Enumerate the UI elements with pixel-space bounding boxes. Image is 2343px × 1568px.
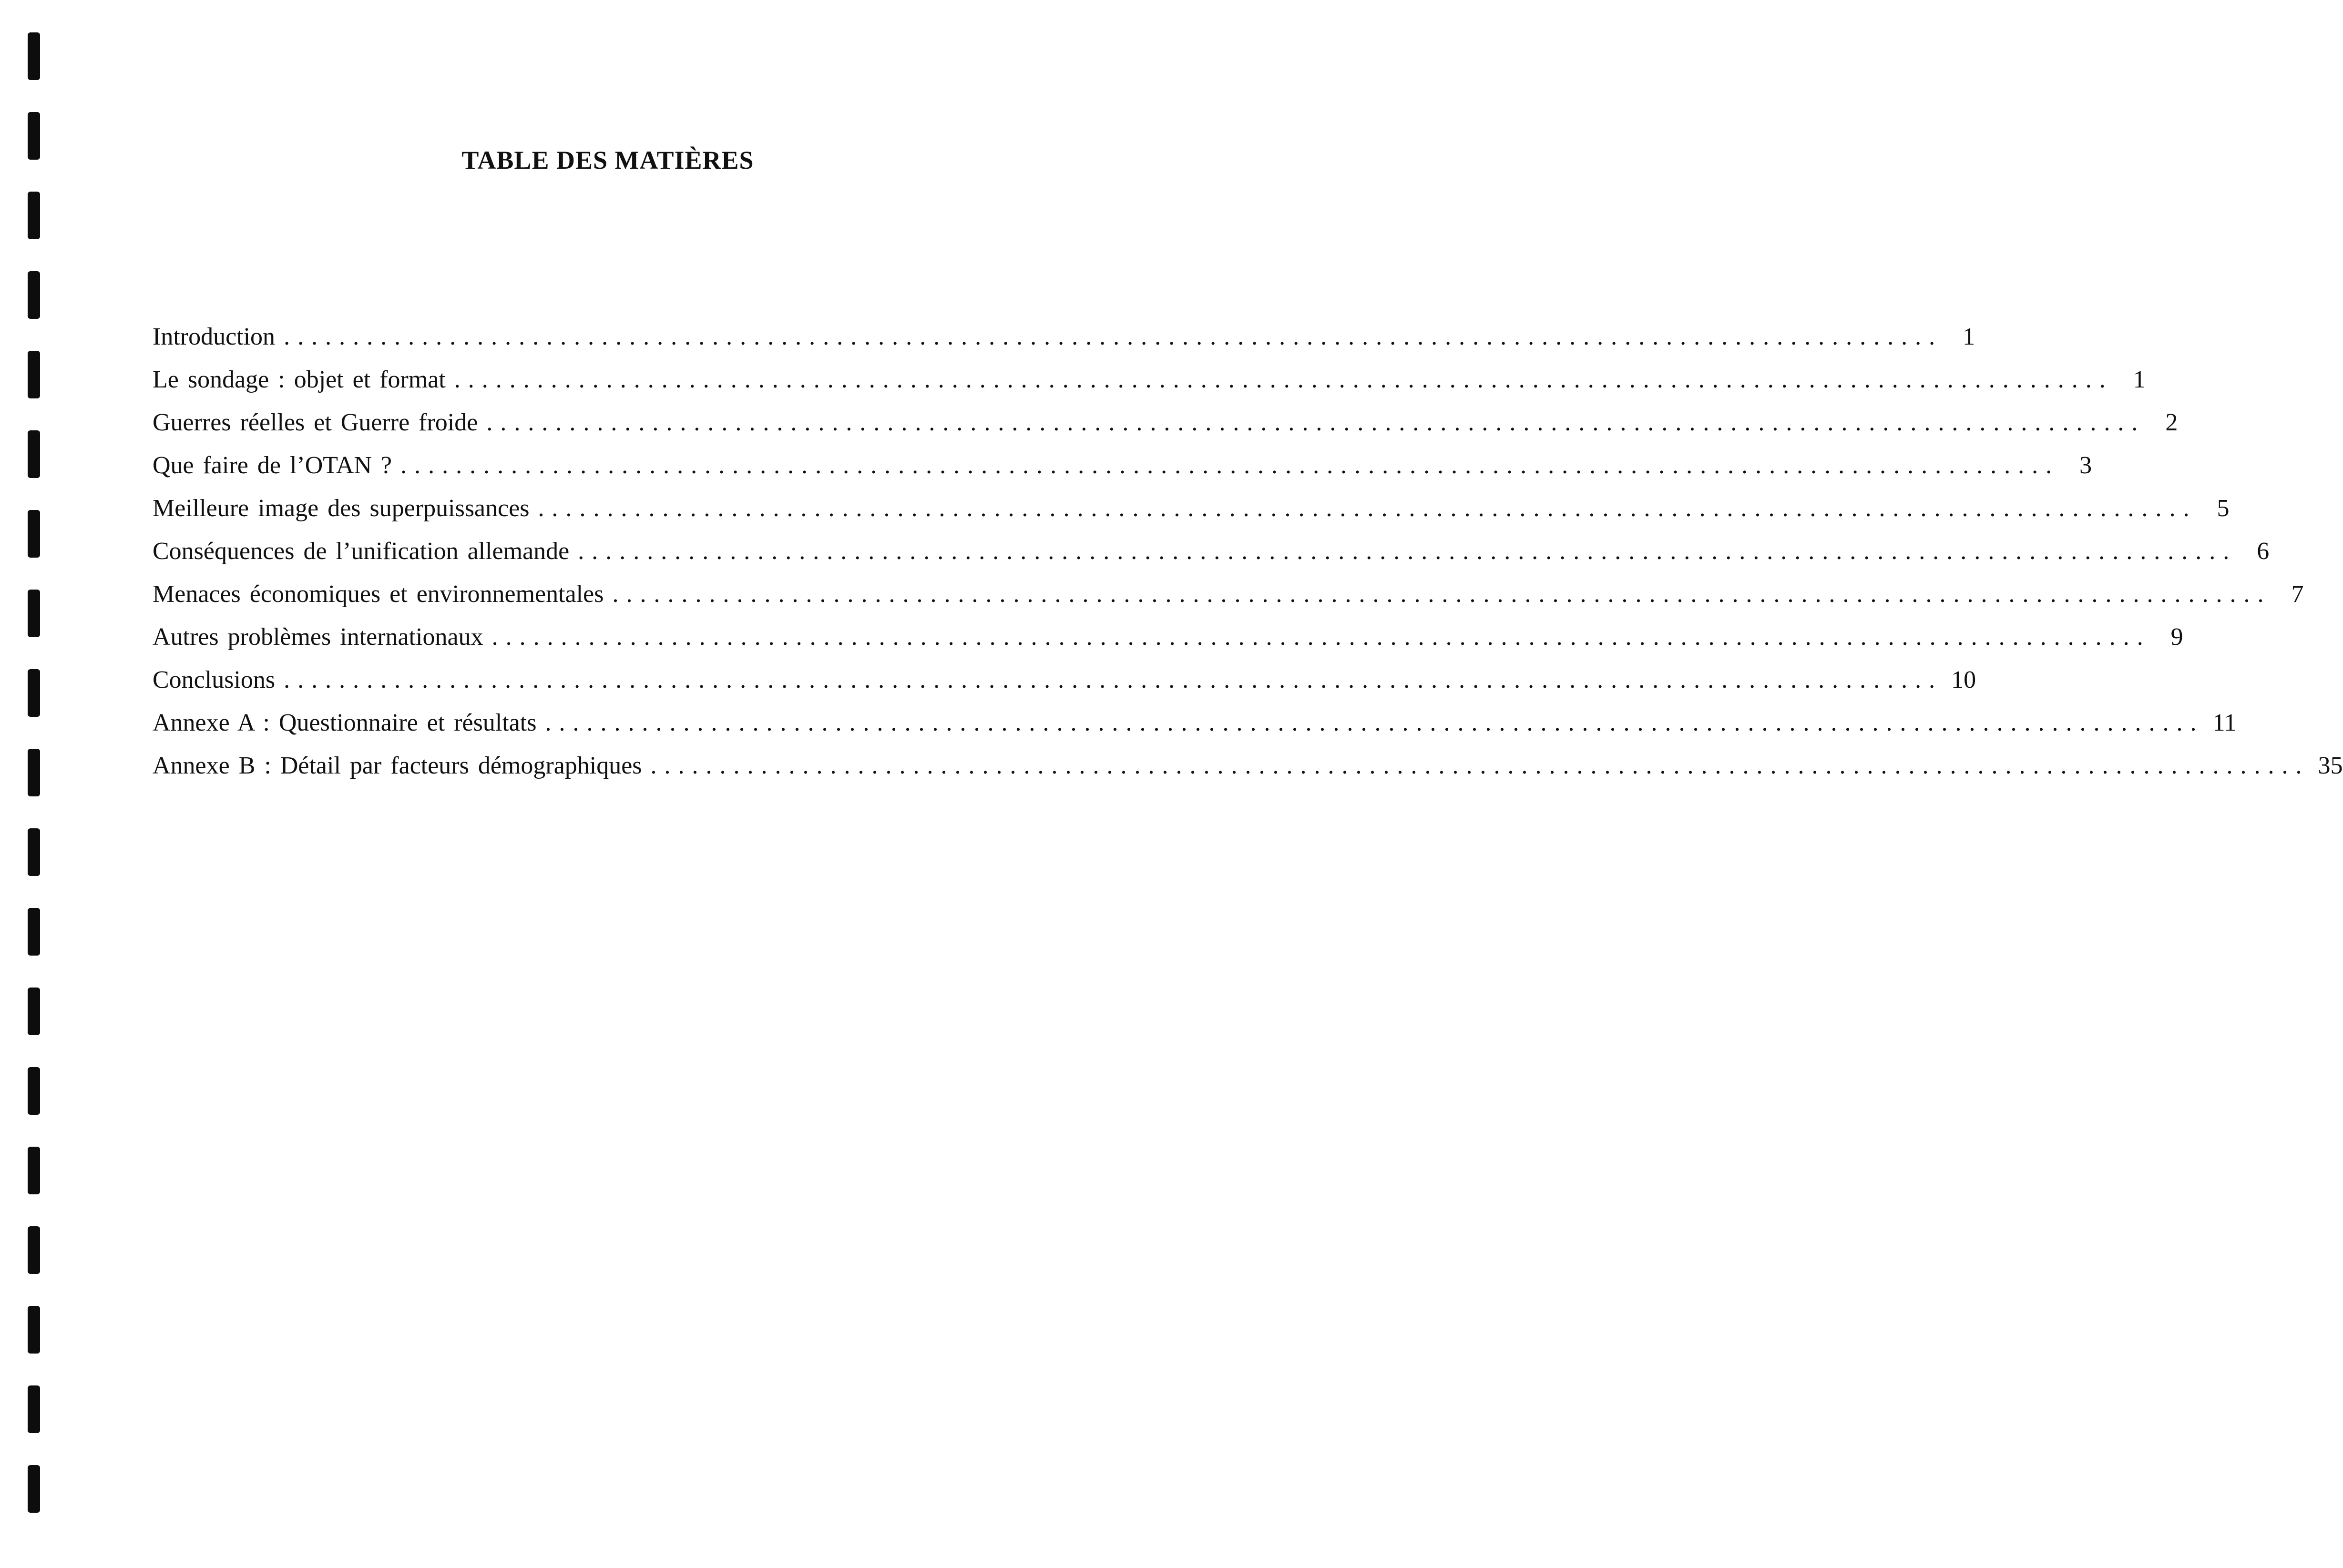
toc-entry-label: Introduction	[153, 323, 276, 350]
toc-dot-leader: ........................................................................................................................	[454, 366, 2113, 393]
toc-entry-page: 1	[1963, 323, 1975, 350]
binding-mark	[28, 1147, 40, 1194]
toc-dot-leader: ........................................................................................................................	[284, 666, 1943, 693]
binding-mark	[28, 1465, 40, 1513]
binding-mark	[28, 669, 40, 717]
toc-entry-page: 11	[2212, 709, 2237, 736]
toc-entry[interactable]	[153, 316, 1975, 358]
toc-entry[interactable]	[153, 530, 2270, 573]
toc-entry[interactable]	[153, 358, 2146, 401]
toc-entry[interactable]	[153, 444, 2092, 487]
toc-entry-label: Autres problèmes internationaux	[153, 623, 483, 651]
toc-entry[interactable]	[153, 487, 2230, 530]
binding-mark	[28, 1226, 40, 1274]
binding-mark	[28, 430, 40, 478]
toc-entry-page: 1	[2133, 366, 2146, 393]
page-title: TABLE DES MATIÈRES	[461, 146, 754, 174]
toc-entry-page: 7	[2291, 580, 2304, 608]
toc-entry-page: 10	[1951, 666, 1976, 693]
binding-mark	[28, 271, 40, 319]
toc-dot-leader: ........................................................................................................................	[486, 409, 2146, 436]
toc-entry-page: 6	[2257, 538, 2270, 565]
toc-entry-page: 2	[2165, 409, 2178, 436]
toc-entry-label: Menaces économiques et environnementales	[153, 580, 604, 608]
toc-dot-leader: ........................................................................................................................	[538, 495, 2197, 522]
binding-mark	[28, 749, 40, 796]
binding-mark	[28, 32, 40, 80]
toc-dot-leader: ........................................................................................................................	[650, 752, 2310, 779]
binding-holes	[0, 0, 57, 1568]
toc-entry-label: Annexe B : Détail par facteurs démographiques	[153, 752, 642, 779]
binding-mark	[28, 988, 40, 1035]
toc-entry[interactable]	[153, 659, 1976, 702]
toc-dot-leader: ........................................................................................................................	[284, 323, 1943, 350]
toc-dot-leader: ........................................................................................................................	[545, 709, 2204, 736]
toc-entry-page: 5	[2217, 495, 2230, 522]
binding-mark	[28, 1067, 40, 1115]
toc-dot-leader: ........................................................................................................................	[578, 538, 2237, 565]
binding-mark	[28, 1385, 40, 1433]
binding-mark	[28, 908, 40, 956]
toc-entry-label: Que faire de l’OTAN ?	[153, 452, 392, 479]
binding-mark	[28, 351, 40, 398]
binding-mark	[28, 510, 40, 558]
toc-entry-label: Le sondage : objet et format	[153, 366, 446, 393]
toc-entry[interactable]	[153, 573, 2304, 616]
toc-entry[interactable]	[153, 702, 2237, 744]
toc-entry[interactable]	[153, 401, 2178, 444]
binding-mark	[28, 828, 40, 876]
binding-mark	[28, 1306, 40, 1354]
toc-dot-leader: ........................................................................................................................	[612, 580, 2271, 608]
binding-mark	[28, 590, 40, 637]
toc-entry-label: Conclusions	[153, 666, 276, 693]
toc-entry-label: Meilleure image des superpuissances	[153, 495, 530, 522]
toc-entry-label: Annexe A : Questionnaire et résultats	[153, 709, 537, 736]
toc-entry-label: Guerres réelles et Guerre froide	[153, 409, 478, 436]
toc-entry-page: 35	[2318, 752, 2343, 779]
toc-entry[interactable]	[153, 744, 2343, 787]
binding-mark	[28, 192, 40, 239]
toc-entry[interactable]	[153, 616, 2183, 659]
toc-entry-page: 9	[2170, 623, 2183, 651]
toc-entry-label: Conséquences de l’unification allemande	[153, 538, 570, 565]
toc-dot-leader: ........................................................................................................................	[400, 452, 2060, 479]
table-of-contents	[153, 316, 2343, 787]
toc-dot-leader: ........................................................................................................................	[491, 623, 2151, 651]
toc-entry-page: 3	[2079, 452, 2092, 479]
